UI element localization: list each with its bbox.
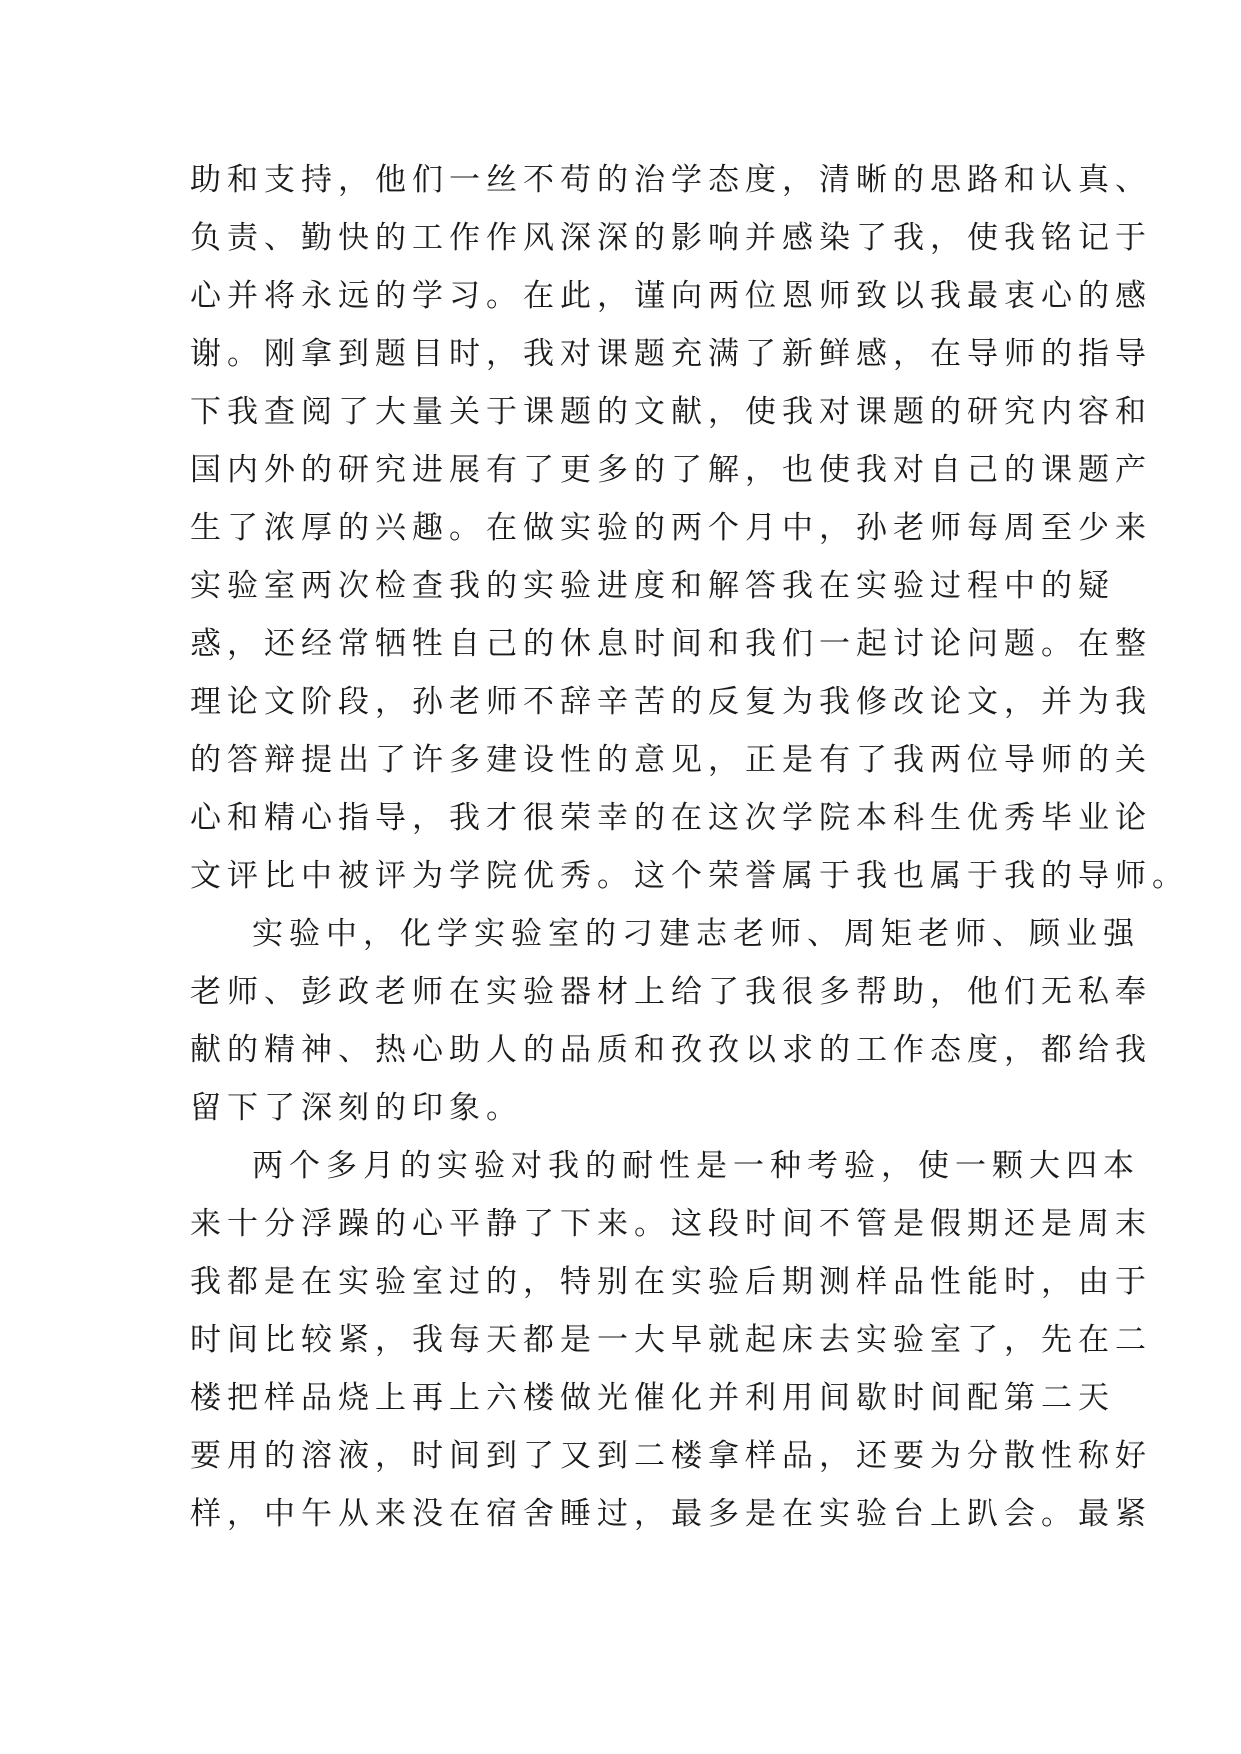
text-line: 谢。刚拿到题目时，我对课题充满了新鲜感，在导师的指导 (190, 336, 1152, 372)
text-line: 老师、彭政老师在实验器材上给了我很多帮助，他们无私奉 (190, 974, 1152, 1010)
text-line: 国内外的研究进展有了更多的了解，也使我对自己的课题产 (190, 452, 1152, 488)
text-line: 时间比较紧，我每天都是一大早就起床去实验室了，先在二 (190, 1322, 1152, 1358)
text-line: 惑，还经常牺牲自己的休息时间和我们一起讨论问题。在整 (190, 626, 1152, 662)
text-line: 心和精心指导，我才很荣幸的在这次学院本科生优秀毕业论 (190, 800, 1152, 836)
text-line: 文评比中被评为学院优秀。这个荣誉属于我也属于我的导师。 (190, 858, 1189, 894)
text-line: 样，中午从来没在宿舍睡过，最多是在实验台上趴会。最紧 (190, 1496, 1152, 1532)
text-line: 我都是在实验室过的，特别在实验后期测样品性能时，由于 (190, 1264, 1152, 1300)
text-line: 助和支持，他们一丝不苟的治学态度，清晰的思路和认真、 (190, 162, 1152, 198)
text-line: 楼把样品烧上再上六楼做光催化并利用间歇时间配第二天 (190, 1380, 1115, 1416)
paragraph-start-line: 两个多月的实验对我的耐性是一种考验，使一颗大四本 (252, 1148, 1140, 1184)
text-line: 心并将永远的学习。在此，谨向两位恩师致以我最衷心的感 (190, 278, 1152, 314)
text-line: 的答辩提出了许多建设性的意见，正是有了我两位导师的关 (190, 742, 1152, 778)
text-line: 留下了深刻的印象。 (190, 1090, 523, 1126)
text-line: 献的精神、热心助人的品质和孜孜以求的工作态度，都给我 (190, 1032, 1152, 1068)
body-text (190, 151, 1189, 1543)
text-line: 实验室两次检查我的实验进度和解答我在实验过程中的疑 (190, 568, 1115, 604)
text-line: 来十分浮躁的心平静了下来。这段时间不管是假期还是周末 (190, 1206, 1152, 1242)
text-line: 负责、勤快的工作作风深深的影响并感染了我，使我铭记于 (190, 220, 1152, 256)
text-line: 生了浓厚的兴趣。在做实验的两个月中，孙老师每周至少来 (190, 510, 1152, 546)
paragraph-start-line: 实验中，化学实验室的刁建志老师、周矩老师、顾业强 (252, 916, 1140, 952)
text-line: 理论文阶段，孙老师不辞辛苦的反复为我修改论文，并为我 (190, 684, 1152, 720)
text-line: 要用的溶液，时间到了又到二楼拿样品，还要为分散性称好 (190, 1438, 1152, 1474)
text-line: 下我查阅了大量关于课题的文献，使我对课题的研究内容和 (190, 394, 1152, 430)
